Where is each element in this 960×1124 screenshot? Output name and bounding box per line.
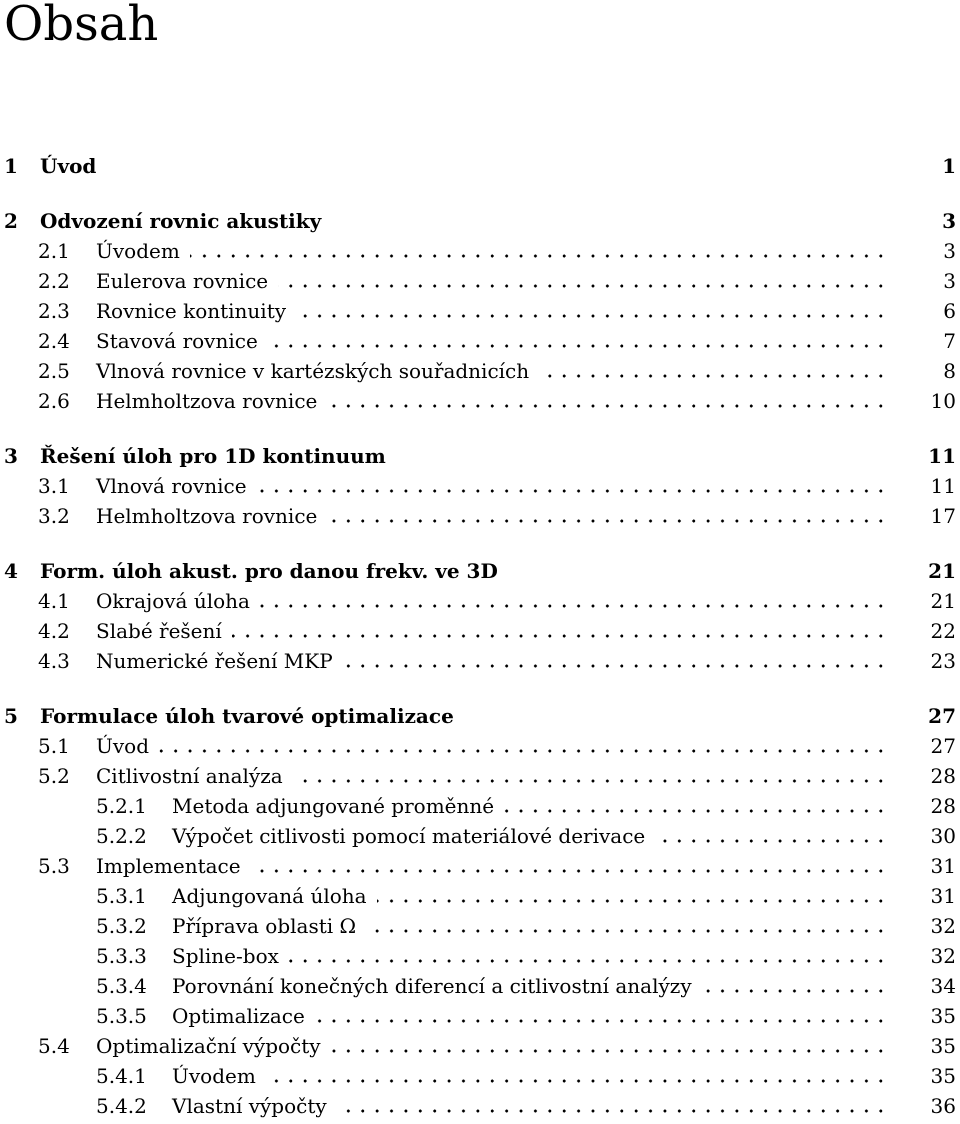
toc-entry-page: 28 [930,764,956,788]
toc-entry-5-1[interactable] [0,728,960,758]
dot-leader [315,1018,888,1024]
toc-entry-title: Helmholtzova rovnice [96,504,318,528]
dot-leader [260,603,888,609]
toc-entry-page: 3 [943,269,956,293]
toc-entry-2[interactable] [0,203,960,233]
toc-entry-number: 5.3.3 [96,944,147,968]
toc-entry-title: Slabé řešení [96,619,222,643]
dot-leader [504,808,888,814]
dot-leader [327,403,888,409]
toc-entry-2-1[interactable] [0,233,960,263]
toc-entry-page: 8 [943,359,956,383]
toc-entry-number: 4.3 [38,649,70,673]
toc-entry-title: Form. úloh akust. pro danou frekv. ve 3D [40,559,498,583]
toc-entry-5-2-1[interactable] [0,788,960,818]
toc-entry-2-3[interactable] [0,293,960,323]
toc-entry-5-3-2[interactable] [0,908,960,938]
toc-entry-number: 5.3.2 [96,914,147,938]
toc-entry-5[interactable] [0,698,960,728]
toc-entry-page: 35 [930,1004,956,1028]
toc-entry-title: Citlivostní analýza [96,764,283,788]
toc-entry-number: 3 [4,444,18,468]
toc-entry-5-2[interactable] [0,758,960,788]
toc-entry-title: Optimalizační výpočty [96,1034,321,1058]
toc-entry-page: 27 [928,704,956,728]
toc-entry-number: 5 [4,704,18,728]
toc-entry-page: 22 [930,619,956,643]
toc-entry-title: Formulace úloh tvarové optimalizace [40,704,454,728]
toc-entry-title: Numerické řešení MKP [96,649,333,673]
toc-entry-number: 5.4.1 [96,1064,147,1088]
toc-entry-page: 21 [930,589,956,613]
toc-entry-title: Vlastní výpočty [172,1094,327,1118]
toc-entry-3[interactable] [0,438,960,468]
toc-entry-number: 2.1 [38,239,70,263]
toc-entry-5-2-2[interactable] [0,818,960,848]
toc-entry-number: 2.5 [38,359,70,383]
toc-entry-page: 32 [930,944,956,968]
toc-entry-title: Optimalizace [172,1004,305,1028]
toc-entry-4-1[interactable] [0,583,960,613]
toc-entry-page: 10 [930,389,956,413]
toc-entry-title: Porovnání konečných diferencí a citlivostní analýzy [172,974,692,998]
toc-entry-number: 5.4 [38,1034,70,1058]
toc-entry-title: Příprava oblasti Ω [172,914,357,938]
toc-entry-number: 4.1 [38,589,70,613]
dot-leader [327,518,888,524]
toc-entry-title: Adjungovaná úloha [172,884,367,908]
toc-entry-page: 27 [930,734,956,758]
toc-entry-title: Rovnice kontinuity [96,299,287,323]
toc-entry-5-3-5[interactable] [0,998,960,1028]
dot-leader [251,868,888,874]
toc-entry-number: 5.1 [38,734,70,758]
toc-entry-page: 30 [930,824,956,848]
toc-entry-title: Úvod [40,154,97,178]
toc-entry-page: 35 [930,1034,956,1058]
toc-entry-page: 31 [930,884,956,908]
toc-entry-5-4-2[interactable] [0,1088,960,1118]
toc-entry-2-6[interactable] [0,383,960,413]
dot-leader [289,958,888,964]
toc-entry-page: 6 [943,299,956,323]
toc-entry-number: 5.4.2 [96,1094,147,1118]
toc-entry-number: 5.2 [38,764,70,788]
toc-entry-number: 5.3 [38,854,70,878]
toc-entry-title: Spline-box [172,944,279,968]
dot-leader [377,898,888,904]
dot-leader [343,663,888,669]
toc-entry-1[interactable] [0,148,960,178]
dot-leader [257,488,888,494]
toc-entry-number: 5.2.1 [96,794,147,818]
toc-entry-2-4[interactable] [0,323,960,353]
dot-leader [268,343,888,349]
toc-entry-title: Implementace [96,854,241,878]
toc-entry-page: 21 [928,559,956,583]
toc-entry-page: 31 [930,854,956,878]
dot-leader [655,838,888,844]
toc-entry-title: Úvodem [172,1064,256,1088]
toc-entry-number: 2.6 [38,389,70,413]
dot-leader [278,283,888,289]
toc-entry-5-4[interactable] [0,1028,960,1058]
toc-entry-4-2[interactable] [0,613,960,643]
toc-entry-page: 23 [930,649,956,673]
toc-entry-page: 3 [942,209,956,233]
toc-entry-page: 17 [930,504,956,528]
toc-entry-4-3[interactable] [0,643,960,673]
dot-leader [190,253,888,259]
toc-entry-title: Řešení úloh pro 1D kontinuum [40,444,386,468]
toc-entry-3-1[interactable] [0,468,960,498]
toc-entry-title: Odvození rovnic akustiky [40,209,322,233]
toc-entry-title: Vlnová rovnice v kartézských souřadnicích [96,359,530,383]
toc-entry-number: 4.2 [38,619,70,643]
toc-entry-page: 11 [930,474,956,498]
dot-leader [702,988,888,994]
toc-entry-title: Metoda adjungované proměnné [172,794,495,818]
toc-entry-title: Úvod [96,734,149,758]
dot-leader [232,633,888,639]
toc-entry-page: 34 [930,974,956,998]
toc-entry-2-2[interactable] [0,263,960,293]
toc-entry-title: Výpočet citlivosti pomocí materiálové derivace [172,824,646,848]
toc-entry-number: 3.1 [38,474,70,498]
toc-entry-number: 5.3.4 [96,974,147,998]
toc-entry-number: 2.2 [38,269,70,293]
toc-entry-page: 11 [928,444,956,468]
dot-leader [296,313,888,319]
toc-entry-5-3-4[interactable] [0,968,960,998]
toc-entry-number: 5.2.2 [96,824,147,848]
toc-entry-page: 7 [943,329,956,353]
dot-leader [337,1108,888,1114]
toc-entry-2-5[interactable] [0,353,960,383]
dot-leader [159,748,888,754]
toc-entry-5-4-1[interactable] [0,1058,960,1088]
toc-entry-number: 4 [4,559,18,583]
toc-entry-title: Okrajová úloha [96,589,250,613]
toc-entry-number: 2 [4,209,18,233]
page-title: Obsah [4,0,159,52]
toc-entry-title: Eulerova rovnice [96,269,269,293]
toc-entry-5-3[interactable] [0,848,960,878]
dot-leader [366,928,888,934]
toc-entry-title: Helmholtzova rovnice [96,389,318,413]
dot-leader [331,1048,888,1054]
toc-entry-5-3-3[interactable] [0,938,960,968]
toc-entry-page: 1 [942,154,956,178]
toc-entry-number: 3.2 [38,504,70,528]
toc-entry-page: 36 [930,1094,956,1118]
dot-leader [539,373,888,379]
toc-entry-page: 32 [930,914,956,938]
toc-entry-page: 3 [943,239,956,263]
dot-leader [293,778,888,784]
toc-entry-title: Vlnová rovnice [96,474,247,498]
toc-entry-page: 28 [930,794,956,818]
toc-entry-number: 5.3.5 [96,1004,147,1028]
toc-entry-title: Úvodem [96,239,180,263]
toc-entry-3-2[interactable] [0,498,960,528]
dot-leader [266,1078,888,1084]
toc-entry-5-3-1[interactable] [0,878,960,908]
toc-entry-number: 2.3 [38,299,70,323]
toc-entry-number: 1 [4,154,18,178]
toc-entry-title: Stavová rovnice [96,329,258,353]
toc-entry-4[interactable] [0,553,960,583]
toc-entry-page: 35 [930,1064,956,1088]
toc-entry-number: 2.4 [38,329,70,353]
toc-entry-number: 5.3.1 [96,884,147,908]
